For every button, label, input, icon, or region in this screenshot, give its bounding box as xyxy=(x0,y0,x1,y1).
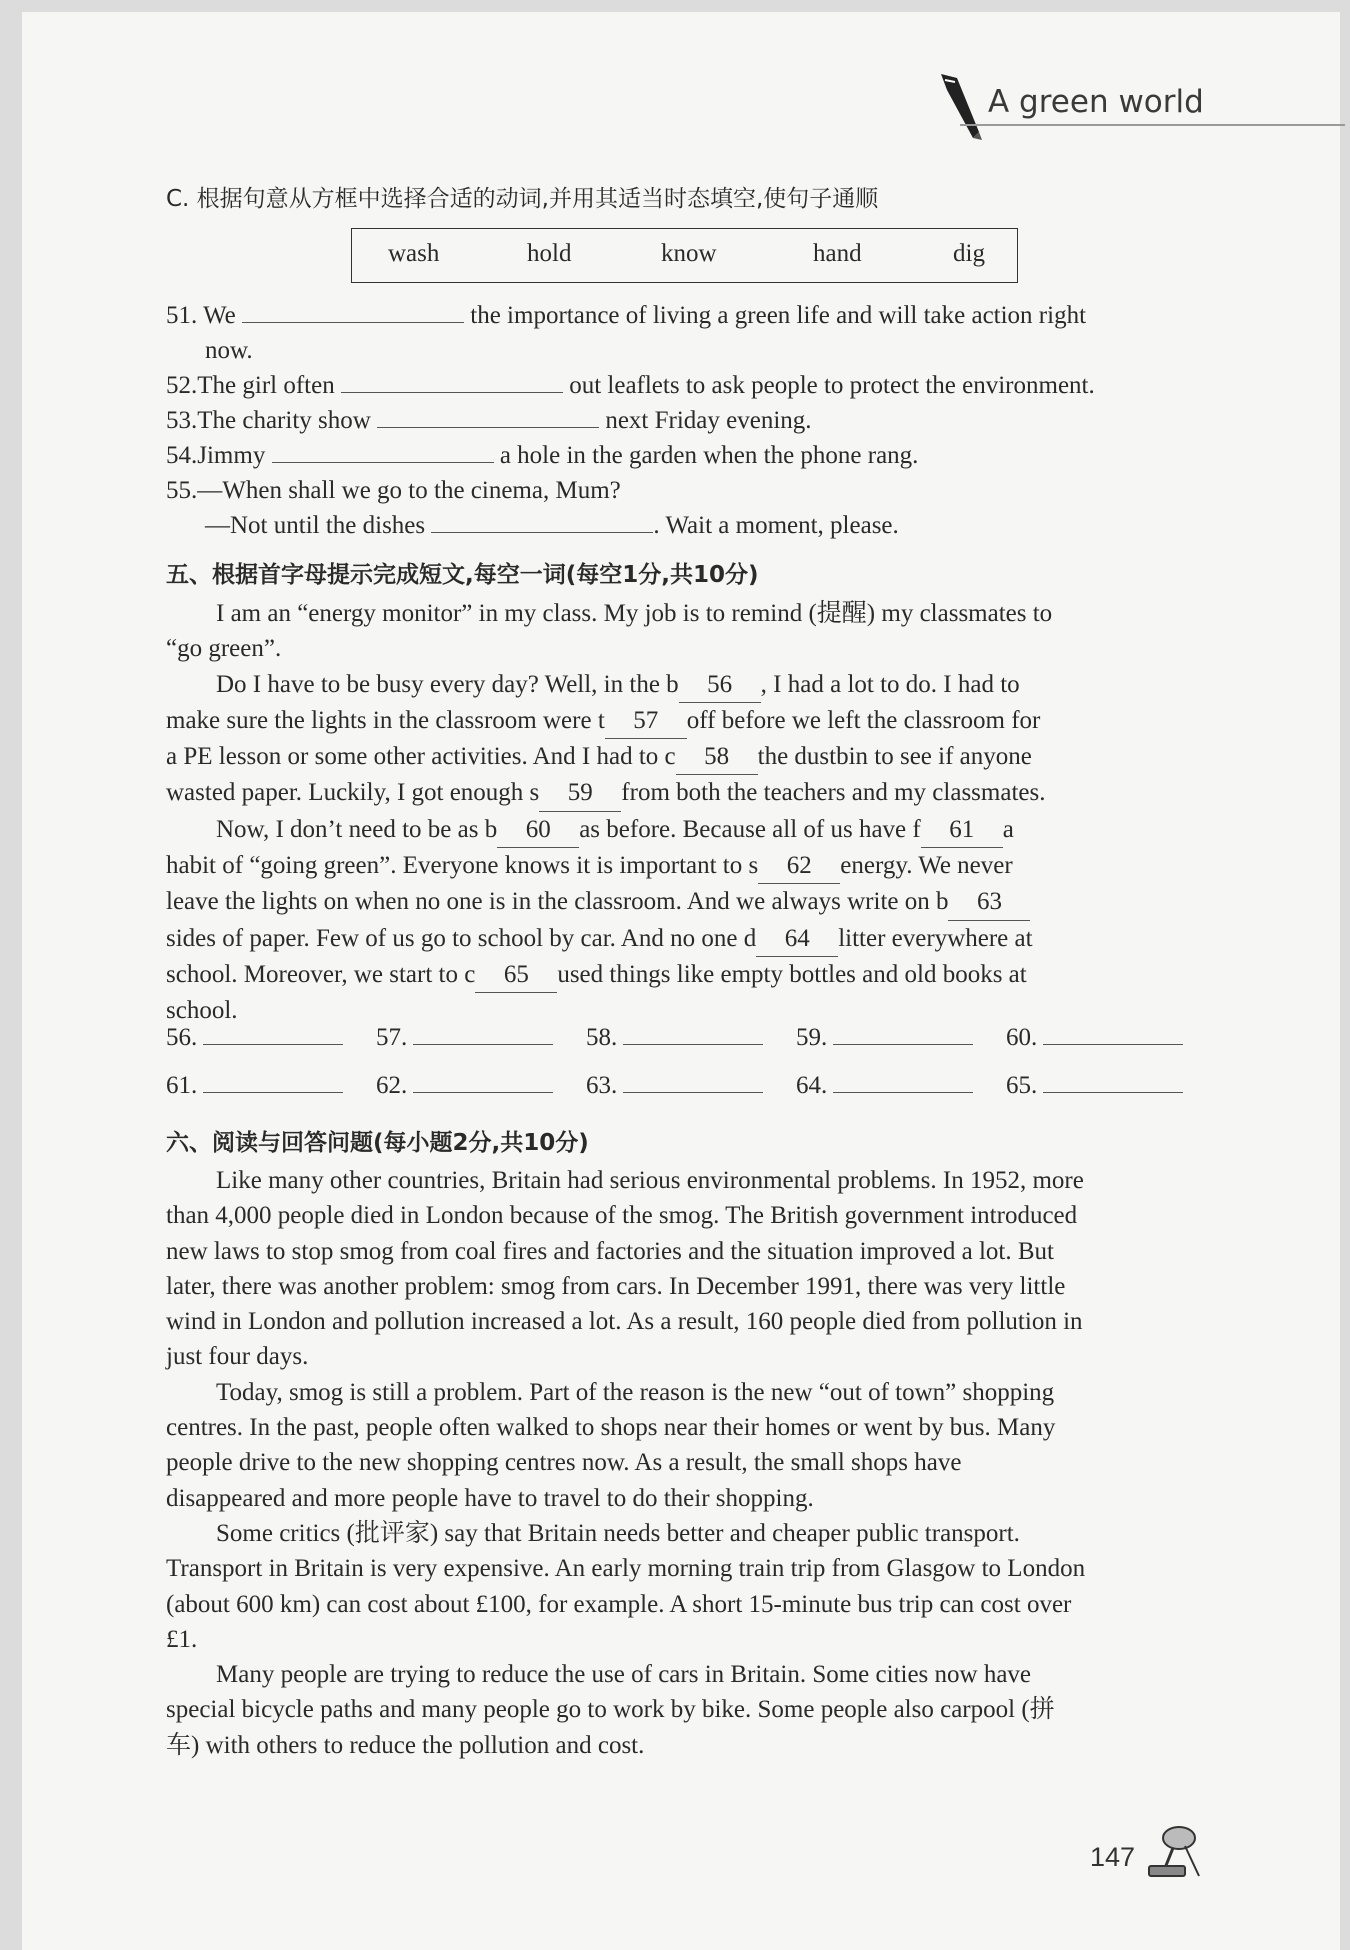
passage-line: wind in London and pollution increased a lot. As a result, 160 people died from pollution in xyxy=(166,1308,1083,1336)
answer-blank[interactable] xyxy=(203,1070,343,1093)
passage-line xyxy=(166,921,1206,957)
passage-text: wasted paper. Luckily, I got enough s xyxy=(166,779,540,807)
header-title: A green world xyxy=(988,84,1204,120)
answer-slot: 64. xyxy=(796,1070,973,1100)
passage-line xyxy=(166,596,1206,631)
passage-text: school. xyxy=(166,997,238,1025)
pen-icon xyxy=(935,70,985,142)
passage-line: than 4,000 people died in London because of the smog. The British government introduced xyxy=(166,1202,1078,1230)
passage-line xyxy=(166,812,1206,848)
answer-slot: 58. xyxy=(586,1022,763,1052)
numbered-blank[interactable]: 63 xyxy=(948,884,1030,920)
answer-blank[interactable] xyxy=(1043,1022,1183,1045)
passage-text: habit of “going green”. Everyone knows it is important to s xyxy=(166,852,759,880)
passage-line: 车) with others to reduce the pollution and cost. xyxy=(166,1731,645,1759)
answer-blank[interactable] xyxy=(413,1070,553,1093)
numbered-blank[interactable]: 58 xyxy=(676,739,758,775)
passage-line: people drive to the new shopping centres now. As a result, the small shops have xyxy=(166,1449,962,1477)
passage-text: energy. We never xyxy=(840,852,1013,880)
answer-slot: 60. xyxy=(1006,1022,1183,1052)
numbered-blank[interactable]: 60 xyxy=(497,812,579,848)
passage-line: just four days. xyxy=(166,1343,309,1371)
answer-blank[interactable] xyxy=(1043,1070,1183,1093)
passage-line: (about 600 km) can cost about £100, for example. A short 15-minute bus trip can cost over xyxy=(166,1590,1072,1618)
numbered-blank[interactable]: 56 xyxy=(679,667,761,703)
passage-line: £1. xyxy=(166,1625,198,1653)
word-box-item: dig xyxy=(953,240,985,267)
question-55: 55.—When shall we go to the cinema, Mum? xyxy=(166,477,621,504)
passage-line: Transport in Britain is very expensive. An early morning train trip from Glasgow to London xyxy=(166,1555,1086,1583)
passage-line xyxy=(166,775,1206,811)
passage-line xyxy=(166,631,1206,666)
passage-text: Do I have to be busy every day? Well, in the b xyxy=(216,670,679,698)
answer-slot: 63. xyxy=(586,1070,763,1100)
passage-text: used things like empty bottles and old books at xyxy=(557,960,1027,988)
numbered-blank[interactable]: 61 xyxy=(921,812,1003,848)
passage-text: off before we left the classroom for xyxy=(686,706,1041,734)
question-51-cont: now. xyxy=(205,337,253,364)
robot-mascot-icon xyxy=(1143,1820,1205,1882)
passage-text: leave the lights on when no one is in the classroom. And we always write on b xyxy=(166,888,949,916)
page-number: 147 xyxy=(1090,1842,1136,1872)
passage-text: a xyxy=(1002,815,1014,843)
header-rule xyxy=(960,124,1345,126)
passage-line: Like many other countries, Britain had serious environmental problems. In 1952, more xyxy=(216,1167,1084,1194)
answer-blank-52[interactable] xyxy=(341,370,563,393)
passage-text: the dustbin to see if anyone xyxy=(757,743,1032,771)
passage-line: Today, smog is still a problem. Part of the reason is the new “out of town” shopping xyxy=(216,1378,1055,1406)
answer-blank[interactable] xyxy=(413,1022,553,1045)
passage-line: later, there was another problem: smog from cars. In December 1991, there was very little xyxy=(166,1272,1066,1300)
answer-blank[interactable] xyxy=(623,1022,763,1045)
passage-text: Now, I don’t need to be as b xyxy=(216,815,498,843)
answer-blank-55[interactable] xyxy=(431,510,653,533)
section-6-passage xyxy=(166,1163,1206,1763)
answer-slot: 62. xyxy=(376,1070,553,1100)
word-box-item: know xyxy=(661,240,717,267)
passage-text: school. Moreover, we start to c xyxy=(166,960,476,988)
question-51: 51. We the importance of living a green life and will take action right xyxy=(166,302,1087,329)
passage-text: sides of paper. Few of us go to school by car. And no one d xyxy=(166,924,757,952)
question-55-reply: —Not until the dishes . Wait a moment, please. xyxy=(205,512,899,539)
answer-blank-54[interactable] xyxy=(272,440,494,463)
answer-blank-51[interactable] xyxy=(242,300,464,323)
passage-text: I am an “energy monitor” in my class. My job is to remind (提醒) my classmates to xyxy=(216,600,1053,627)
passage-text: a PE lesson or some other activities. And I had to c xyxy=(166,743,676,771)
passage-line xyxy=(166,703,1206,739)
passage-text: litter everywhere at xyxy=(838,924,1033,952)
numbered-blank[interactable]: 57 xyxy=(605,703,687,739)
answer-slot: 57. xyxy=(376,1022,553,1052)
word-box xyxy=(351,228,1018,283)
answer-slot: 59. xyxy=(796,1022,973,1052)
passage-line xyxy=(166,957,1206,993)
word-box-item: hold xyxy=(527,240,572,267)
passage-line: Some critics (批评家) say that Britain needs better and cheaper public transport. xyxy=(216,1519,1020,1547)
section-5-passage xyxy=(166,596,1206,1029)
passage-line: Many people are trying to reduce the use of cars in Britain. Some cities now have xyxy=(216,1661,1032,1689)
answer-blank[interactable] xyxy=(833,1022,973,1045)
answer-slot: 65. xyxy=(1006,1070,1183,1100)
answer-slot: 56. xyxy=(166,1022,343,1052)
passage-text: make sure the lights in the classroom were t xyxy=(166,706,605,734)
passage-line xyxy=(166,739,1206,775)
passage-text: “go green”. xyxy=(166,635,282,663)
passage-line xyxy=(166,884,1206,920)
passage-text: as before. Because all of us have f xyxy=(579,815,921,843)
passage-line xyxy=(166,667,1206,703)
word-box-item: hand xyxy=(813,240,862,267)
passage-line: disappeared and more people have to travel to do their shopping. xyxy=(166,1484,814,1512)
passage-text: from both the teachers and my classmates. xyxy=(621,779,1046,807)
word-box-item: wash xyxy=(388,240,440,267)
question-52: 52.The girl often out leaflets to ask people to protect the environment. xyxy=(166,372,1095,399)
answer-blank[interactable] xyxy=(833,1070,973,1093)
passage-line: centres. In the past, people often walked to shops near their homes or went by bus. Many xyxy=(166,1414,1056,1442)
answer-slot: 61. xyxy=(166,1070,343,1100)
numbered-blank[interactable]: 62 xyxy=(758,848,840,884)
answer-blank-53[interactable] xyxy=(377,405,599,428)
numbered-blank[interactable]: 65 xyxy=(475,957,557,993)
passage-line: new laws to stop smog from coal fires and factories and the situation improved a lot. But xyxy=(166,1237,1055,1265)
answer-blank[interactable] xyxy=(623,1070,763,1093)
question-53: 53.The charity show next Friday evening. xyxy=(166,407,812,434)
question-54: 54.Jimmy a hole in the garden when the phone rang. xyxy=(166,442,919,469)
section-6-title: 六、阅读与回答问题(每小题2分,共10分) xyxy=(166,1130,589,1156)
numbered-blank[interactable]: 59 xyxy=(539,775,621,811)
passage-text: , I had a lot to do. I had to xyxy=(760,670,1020,698)
answer-blank[interactable] xyxy=(203,1022,343,1045)
section-c-title: C. 根据句意从方框中选择合适的动词,并用其适当时态填空,使句子通顺 xyxy=(166,186,879,212)
passage-line xyxy=(166,848,1206,884)
passage-line: special bicycle paths and many people go to work by bike. Some people also carpool (拼 xyxy=(166,1696,1055,1724)
section-5-title: 五、根据首字母提示完成短文,每空一词(每空1分,共10分) xyxy=(166,562,759,588)
numbered-blank[interactable]: 64 xyxy=(756,921,838,957)
